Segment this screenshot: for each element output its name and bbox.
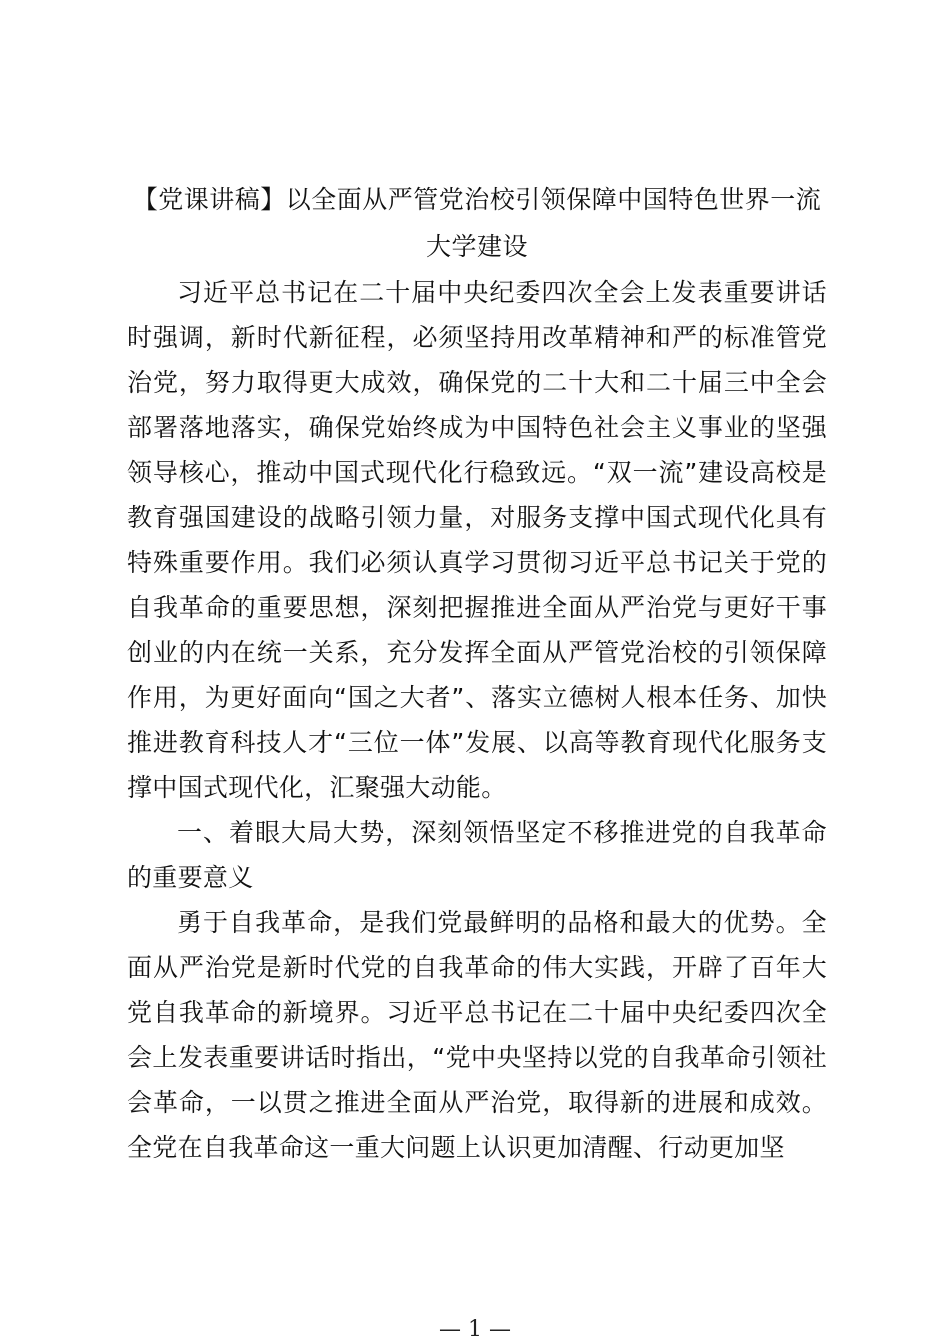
page-number: — 1 — bbox=[439, 1317, 511, 1342]
document-title: 【党课讲稿】以全面从严管党治校引领保障中国特色世界一流大学建设 bbox=[132, 185, 822, 261]
document-body bbox=[127, 176, 827, 1170]
paragraph-section-1: 勇于自我革命，是我们党最鲜明的品格和最大的优势。全面从严治党是新时代党的自我革命的伟大实践，开辟了百年大党自我革命的新境界。习近平总书记在二十届中央纪委四次全会上发表重要讲话时指出，“党中央坚持以党的自我革命引领社会革命，一以贯之推进全面从严治党，取得新的进展和成效。全党在自我革命这一重大问题上认识更加清醒、行动更加坚 bbox=[127, 908, 827, 1162]
paragraph-intro: 习近平总书记在二十届中央纪委四次全会上发表重要讲话时强调，新时代新征程，必须坚持用改革精神和严的标准管党治党，努力取得更大成效，确保党的二十大和二十届三中全会部署落地落实，确保党始终成为中国特色社会主义事业的坚强领导核心，推动中国式现代化行稳致远。“双一流”建设高校是教育强国建设的战略引领力量，对服务支撑中国式现代化具有特殊重要作用。我们必须认真学习贯彻习近平总书记关于党的自我革命的重要思想，深刻把握推进全面从严治党与更好干事创业的内在统一关系，充分发挥全面从严管党治校的引领保障作用，为更好面向“国之大者”、落实立德树人根本任务、加快推进教育科技人才“三位一体”发展、以高等教育现代化服务支撑中国式现代化，汇聚强大动能。 bbox=[127, 278, 827, 802]
section-heading-1: 一、着眼大局大势，深刻领悟坚定不移推进党的自我革命的重要意义 bbox=[127, 818, 827, 892]
